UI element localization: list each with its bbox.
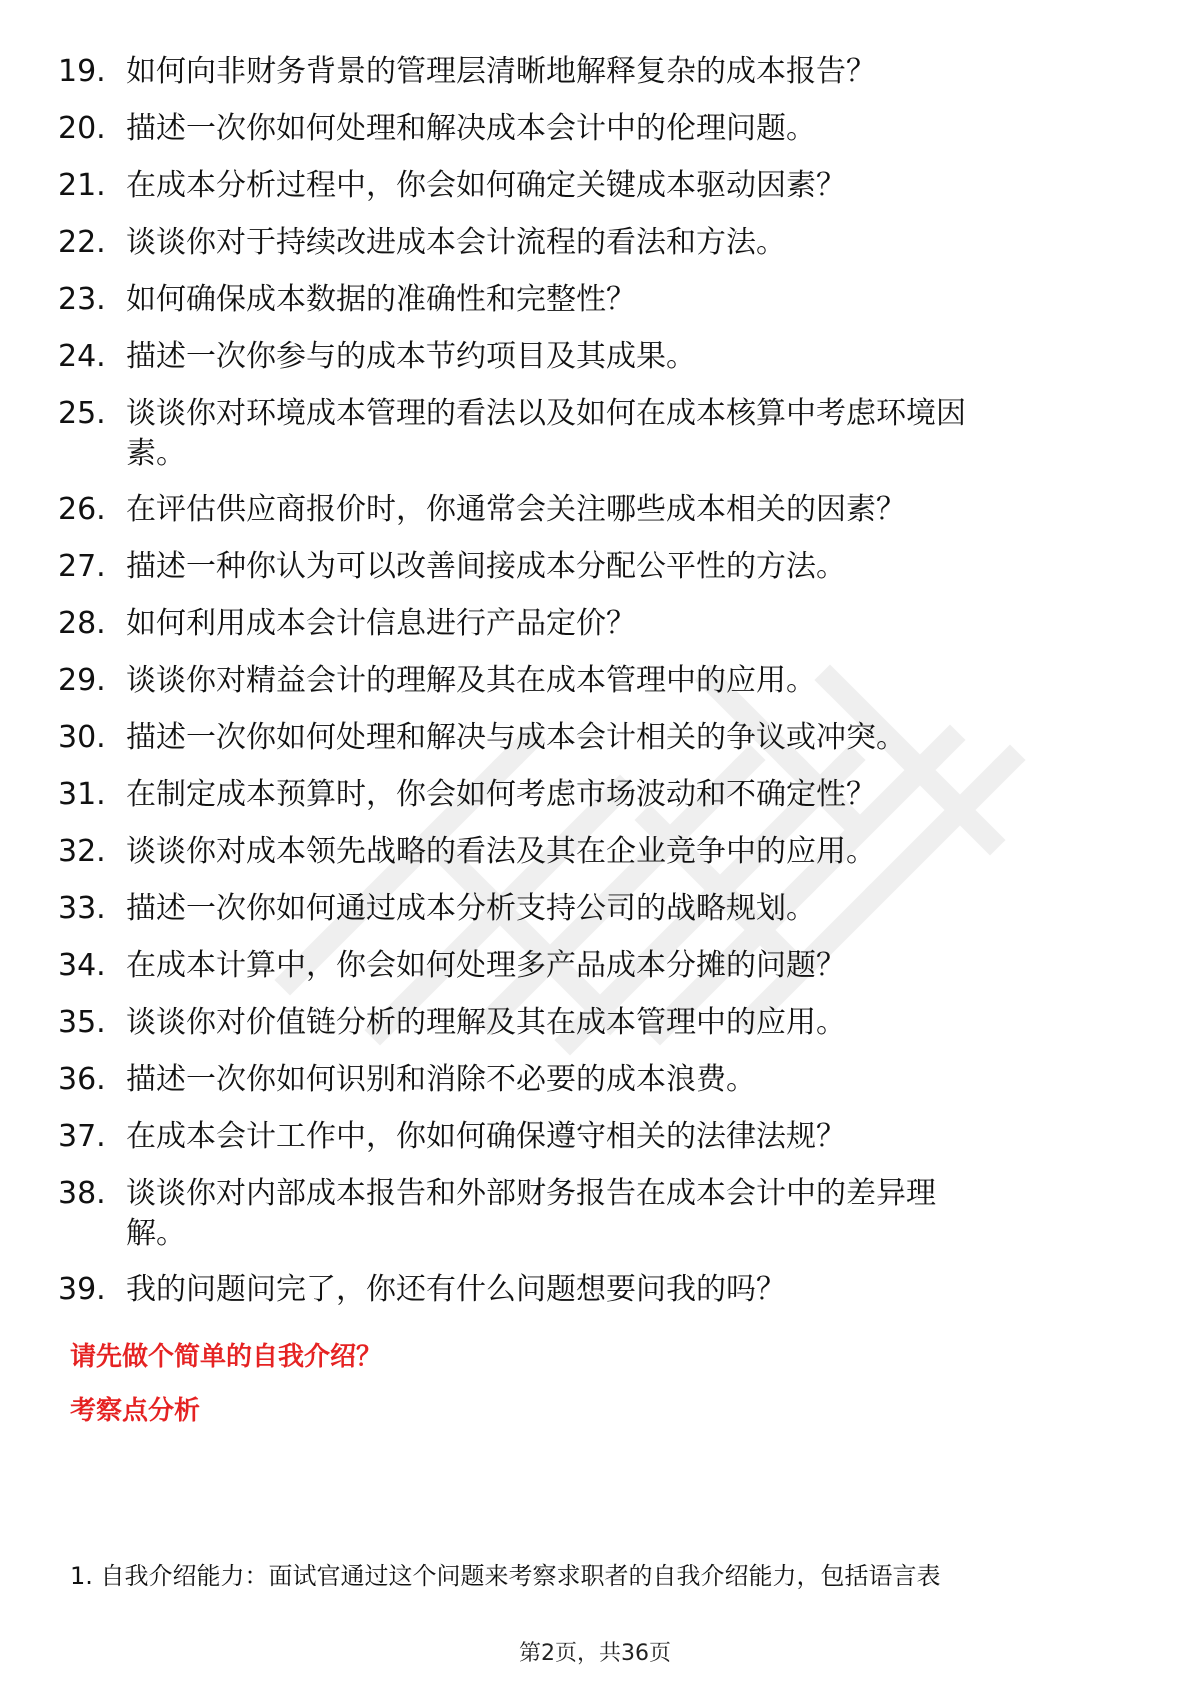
list-item-text <box>126 109 1126 149</box>
list-item-number: 32. <box>58 834 106 869</box>
list-item-text <box>126 889 1126 929</box>
list-item-text <box>126 223 1126 263</box>
list-item-text <box>126 166 1126 206</box>
list-item-text <box>126 604 1126 644</box>
list-item-number: 27. <box>58 549 106 584</box>
list-item-line: 谈谈你对精益会计的理解及其在成本管理中的应用。 <box>126 663 816 698</box>
list-item-text <box>126 718 1126 758</box>
list-item-line: 描述一次你如何处理和解决成本会计中的伦理问题。 <box>126 111 816 146</box>
list-item-line: 解。 <box>126 1216 186 1251</box>
list-item-number: 21. <box>58 168 106 203</box>
list-item-line: 我的问题问完了，你还有什么问题想要问我的吗？ <box>126 1272 786 1307</box>
list-item-line: 描述一种你认为可以改善间接成本分配公平性的方法。 <box>126 549 846 584</box>
list-item-number: 20. <box>58 111 106 146</box>
list-item-number: 29. <box>58 663 106 698</box>
analysis-item: 1. 自我介绍能力：面试官通过这个问题来考察求职者的自我介绍能力，包括语言表 <box>70 1562 941 1590</box>
list-item-number: 30. <box>58 720 106 755</box>
list-item-number: 39. <box>58 1272 106 1307</box>
list-item-text <box>126 394 1126 474</box>
analysis-heading: 考察点分析 <box>70 1396 201 1426</box>
list-item-text <box>126 52 1126 92</box>
page-footer: 第2页，共36页 <box>519 1641 671 1666</box>
list-item-line: 素。 <box>126 436 186 471</box>
list-item-line: 谈谈你对内部成本报告和外部财务报告在成本会计中的差异理 <box>126 1176 936 1211</box>
question-heading: 请先做个简单的自我介绍？ <box>70 1342 383 1372</box>
list-item-line: 谈谈你对于持续改进成本会计流程的看法和方法。 <box>126 225 786 260</box>
list-item-line: 谈谈你对价值链分析的理解及其在成本管理中的应用。 <box>126 1005 846 1040</box>
list-item-text <box>126 1117 1126 1157</box>
list-item-text <box>126 1060 1126 1100</box>
list-item-line: 在制定成本预算时，你会如何考虑市场波动和不确定性？ <box>126 777 876 812</box>
list-item-text <box>126 490 1126 530</box>
list-item-line: 在评估供应商报价时，你通常会关注哪些成本相关的因素？ <box>126 492 906 527</box>
list-item-line: 在成本分析过程中，你会如何确定关键成本驱动因素？ <box>126 168 846 203</box>
list-item-line: 如何向非财务背景的管理层清晰地解释复杂的成本报告？ <box>126 54 876 89</box>
list-item-line: 如何利用成本会计信息进行产品定价？ <box>126 606 636 641</box>
list-item-text <box>126 661 1126 701</box>
list-item-text <box>126 1003 1126 1043</box>
list-item-line: 谈谈你对成本领先战略的看法及其在企业竞争中的应用。 <box>126 834 876 869</box>
list-item-text <box>126 1174 1126 1254</box>
list-item-text <box>126 775 1126 815</box>
list-item-number: 23. <box>58 282 106 317</box>
list-item-number: 33. <box>58 891 106 926</box>
list-item-text <box>126 280 1126 320</box>
list-item-text <box>126 946 1126 986</box>
list-item-number: 26. <box>58 492 106 527</box>
list-item-number: 31. <box>58 777 106 812</box>
list-item-number: 25. <box>58 396 106 431</box>
list-item-number: 28. <box>58 606 106 641</box>
list-item-line: 描述一次你如何通过成本分析支持公司的战略规划。 <box>126 891 816 926</box>
list-item-line: 在成本计算中，你会如何处理多产品成本分摊的问题？ <box>126 948 846 983</box>
list-item-number: 34. <box>58 948 106 983</box>
list-item-number: 24. <box>58 339 106 374</box>
list-item-line: 在成本会计工作中，你如何确保遵守相关的法律法规？ <box>126 1119 846 1154</box>
list-item-line: 描述一次你参与的成本节约项目及其成果。 <box>126 339 696 374</box>
list-item-text <box>126 1270 1126 1310</box>
list-item-text <box>126 337 1126 377</box>
list-item-line: 谈谈你对环境成本管理的看法以及如何在成本核算中考虑环境因 <box>126 396 966 431</box>
list-item-text <box>126 547 1126 587</box>
list-item-number: 37. <box>58 1119 106 1154</box>
list-item-line: 如何确保成本数据的准确性和完整性？ <box>126 282 636 317</box>
list-item-number: 22. <box>58 225 106 260</box>
list-item-number: 36. <box>58 1062 106 1097</box>
list-item-number: 38. <box>58 1176 106 1211</box>
list-item-number: 19. <box>58 54 106 89</box>
list-item-line: 描述一次你如何识别和消除不必要的成本浪费。 <box>126 1062 756 1097</box>
list-item-text <box>126 832 1126 872</box>
list-item-line: 描述一次你如何处理和解决与成本会计相关的争议或冲突。 <box>126 720 906 755</box>
list-item-number: 35. <box>58 1005 106 1040</box>
